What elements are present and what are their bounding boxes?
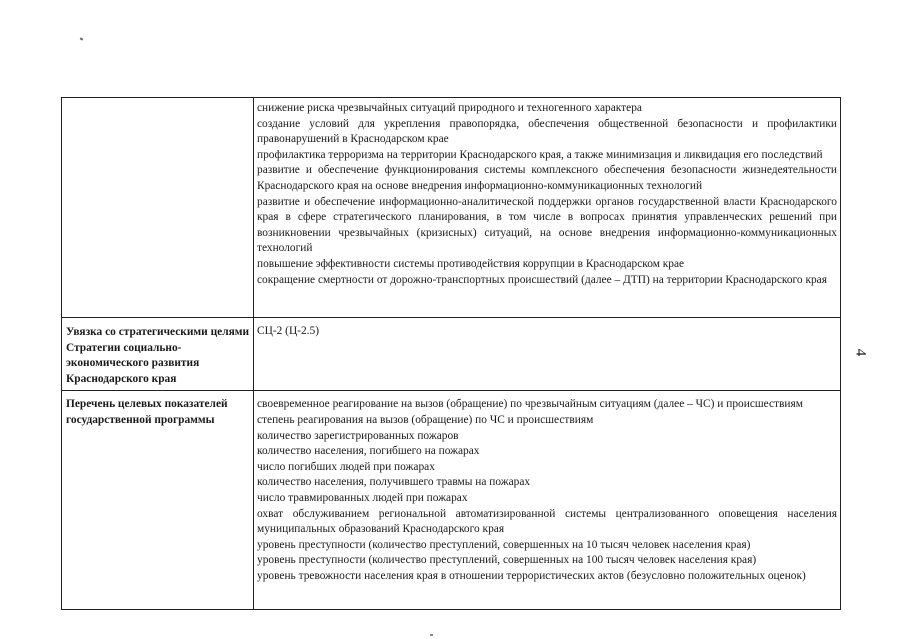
indicators-label: Перечень целевых показателей государственной программы [62,391,254,610]
goal-item: сокращение смертности от дорожно-транспортных происшествий (далее – ДТП) на территории Краснодарского края [257,273,827,286]
indicator-item: уровень тревожности населения края в отношении террористических актов (безусловно положительных оценок) [257,569,806,582]
indicator-item: охват обслуживанием региональной автоматизированной системы централизованного оповещения населения муниципальных образований Краснодарского края [257,507,837,536]
strategy-value: СЦ-2 (Ц-2.5) [254,318,841,391]
indicator-item: степень реагирования на вызов (обращение) по ЧС и происшествиям [257,413,594,426]
scan-speck [430,634,433,636]
scan-speck [80,37,84,40]
goal-item: профилактика терроризма на территории Краснодарского края, а также минимизация и ликвидация его последствий [257,148,823,161]
program-passport-table [61,97,841,610]
goals-list [254,98,841,318]
goal-item: снижение риска чрезвычайных ситуаций природного и техногенного характера [257,102,642,114]
goals-label [62,98,254,318]
indicator-item: своевременное реагирование на вызов (обращение) по чрезвычайным ситуациям (далее – ЧС) и происшествиям [257,398,803,411]
goal-item: развитие и обеспечение информационно-аналитической поддержки органов государственной власти Краснодарского края в сфере стратегического планирования, в том числе в вопросах принятия управленческих решений при возникновении чрезвычайных (кризисных) ситуаций, на основе внедрения информационно-коммуникационных технологий [257,195,837,255]
indicator-item: количество зарегистрированных пожаров [257,429,459,442]
indicator-item: число погибших людей при пожарах [257,460,435,473]
table-row-strategy [62,318,841,391]
table-row-goals [62,98,841,318]
goal-item: повышение эффективности системы противодействия коррупции в Краснодарском крае [257,257,685,270]
goal-item: развитие и обеспечение функционирования системы комплексного обеспечения безопасности жизнедеятельности Краснодарского края на основе внедрения информационно-коммуникационных технологий [257,164,837,192]
indicators-list [254,391,841,610]
indicator-item: уровень преступности (количество преступлений, совершенных на 10 тысяч человек населения края) [257,538,751,551]
indicator-item: количество населения, погибшего на пожарах [257,445,480,458]
indicator-item: количество населения, получившего травмы на пожарах [257,476,531,489]
page-number: 4 [852,348,869,357]
table-row-indicators [62,391,841,610]
indicator-item: уровень преступности (количество преступлений, совершенных на 100 тысяч человек населения края) [257,554,757,567]
goal-item: создание условий для укрепления правопорядка, обеспечения общественной безопасности и профилактики правонарушений в Краснодарском крае [257,117,837,146]
strategy-label: Увязка со стратегическими целями Стратегии социально-экономического развития Краснодарского края [62,318,254,391]
indicator-item: число травмированных людей при пожарах [257,491,468,504]
